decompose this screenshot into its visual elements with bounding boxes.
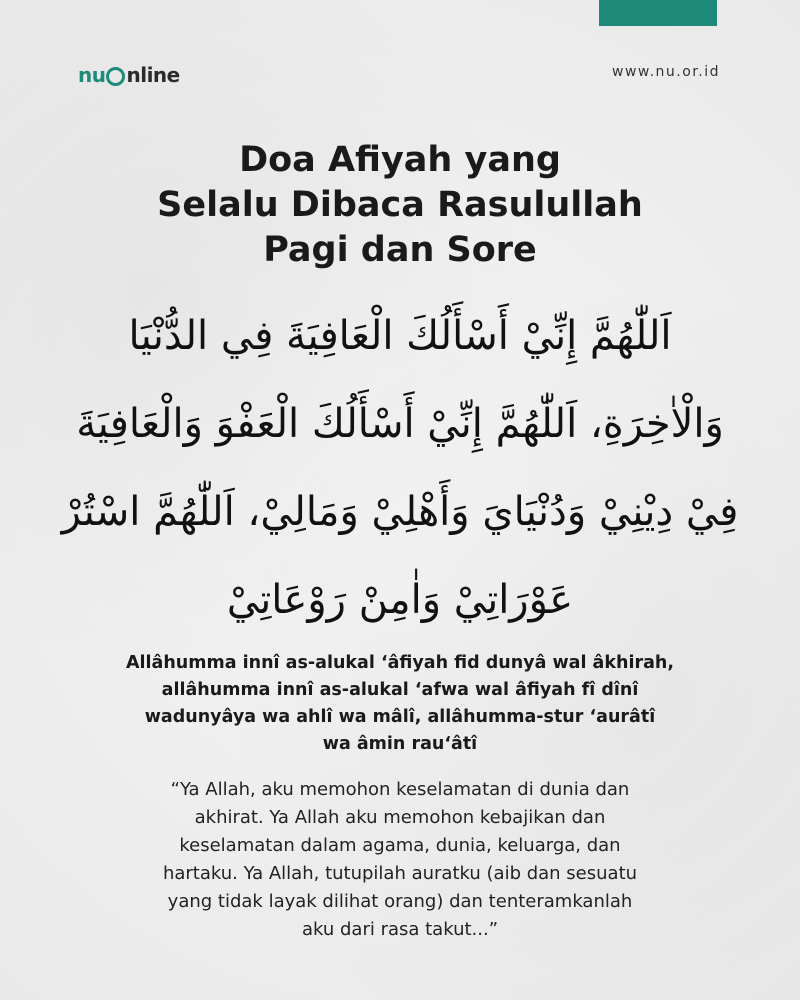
logo-nu-text: nu	[78, 63, 106, 87]
transliteration	[0, 650, 800, 758]
arabic-line: اَللّٰهُمَّ إِنِّيْ أَسْأَلُكَ الْعَافِيَةَ فِي الدُّنْيَا	[128, 313, 672, 359]
arabic-line: وَالْاٰخِرَةِ، اَللّٰهُمَّ إِنِّيْ أَسْأَلُكَ الْعَفْوَ وَالْعَافِيَةَ	[76, 401, 724, 447]
title-line: Selalu Dibaca Rasulullah	[157, 185, 643, 225]
accent-bar	[599, 0, 717, 26]
arabic-line: فِيْ دِيْنِيْ وَدُنْيَايَ وَأَهْلِيْ وَمَالِيْ، اَللّٰهُمَّ اسْتُرْ	[61, 489, 739, 535]
title-line: Pagi dan Sore	[263, 230, 537, 270]
translation	[0, 776, 800, 944]
translation-line: “Ya Allah, aku memohon keselamatan di dunia dan	[170, 779, 630, 800]
translation-line: akhirat. Ya Allah aku memohon kebajikan dan	[194, 807, 606, 828]
translation-line: aku dari rasa takut...”	[301, 919, 499, 940]
logo-online-text: nline	[126, 63, 180, 87]
translation-line: hartaku. Ya Allah, tutupilah auratku (aib dan sesuatu	[162, 863, 638, 884]
title-line: Doa Afiyah yang	[239, 140, 561, 180]
transliteration-line: wa âmin rau‘âtî	[322, 734, 478, 754]
transliteration-line: wadunyâya wa ahlî wa mâlî, allâhumma-stur ‘aurâtî	[144, 707, 656, 727]
translation-line: yang tidak layak dilihat orang) dan tenteramkanlah	[167, 891, 633, 912]
site-url: www.nu.or.id	[612, 64, 720, 80]
logo-ring-icon	[106, 67, 125, 86]
transliteration-line: Allâhumma innî as-alukal ‘âfiyah fid dunyâ wal âkhirah,	[126, 653, 674, 673]
arabic-line: عَوْرَاتِيْ وَاٰمِنْ رَوْعَاتِيْ	[226, 577, 574, 623]
nu-online-logo	[78, 62, 180, 88]
page-title	[0, 138, 800, 273]
arabic-prayer	[60, 292, 740, 644]
translation-line: keselamatan dalam agama, dunia, keluarga, dan	[179, 835, 621, 856]
transliteration-line: allâhumma innî as-alukal ‘afwa wal âfiyah fî dînî	[161, 680, 639, 700]
